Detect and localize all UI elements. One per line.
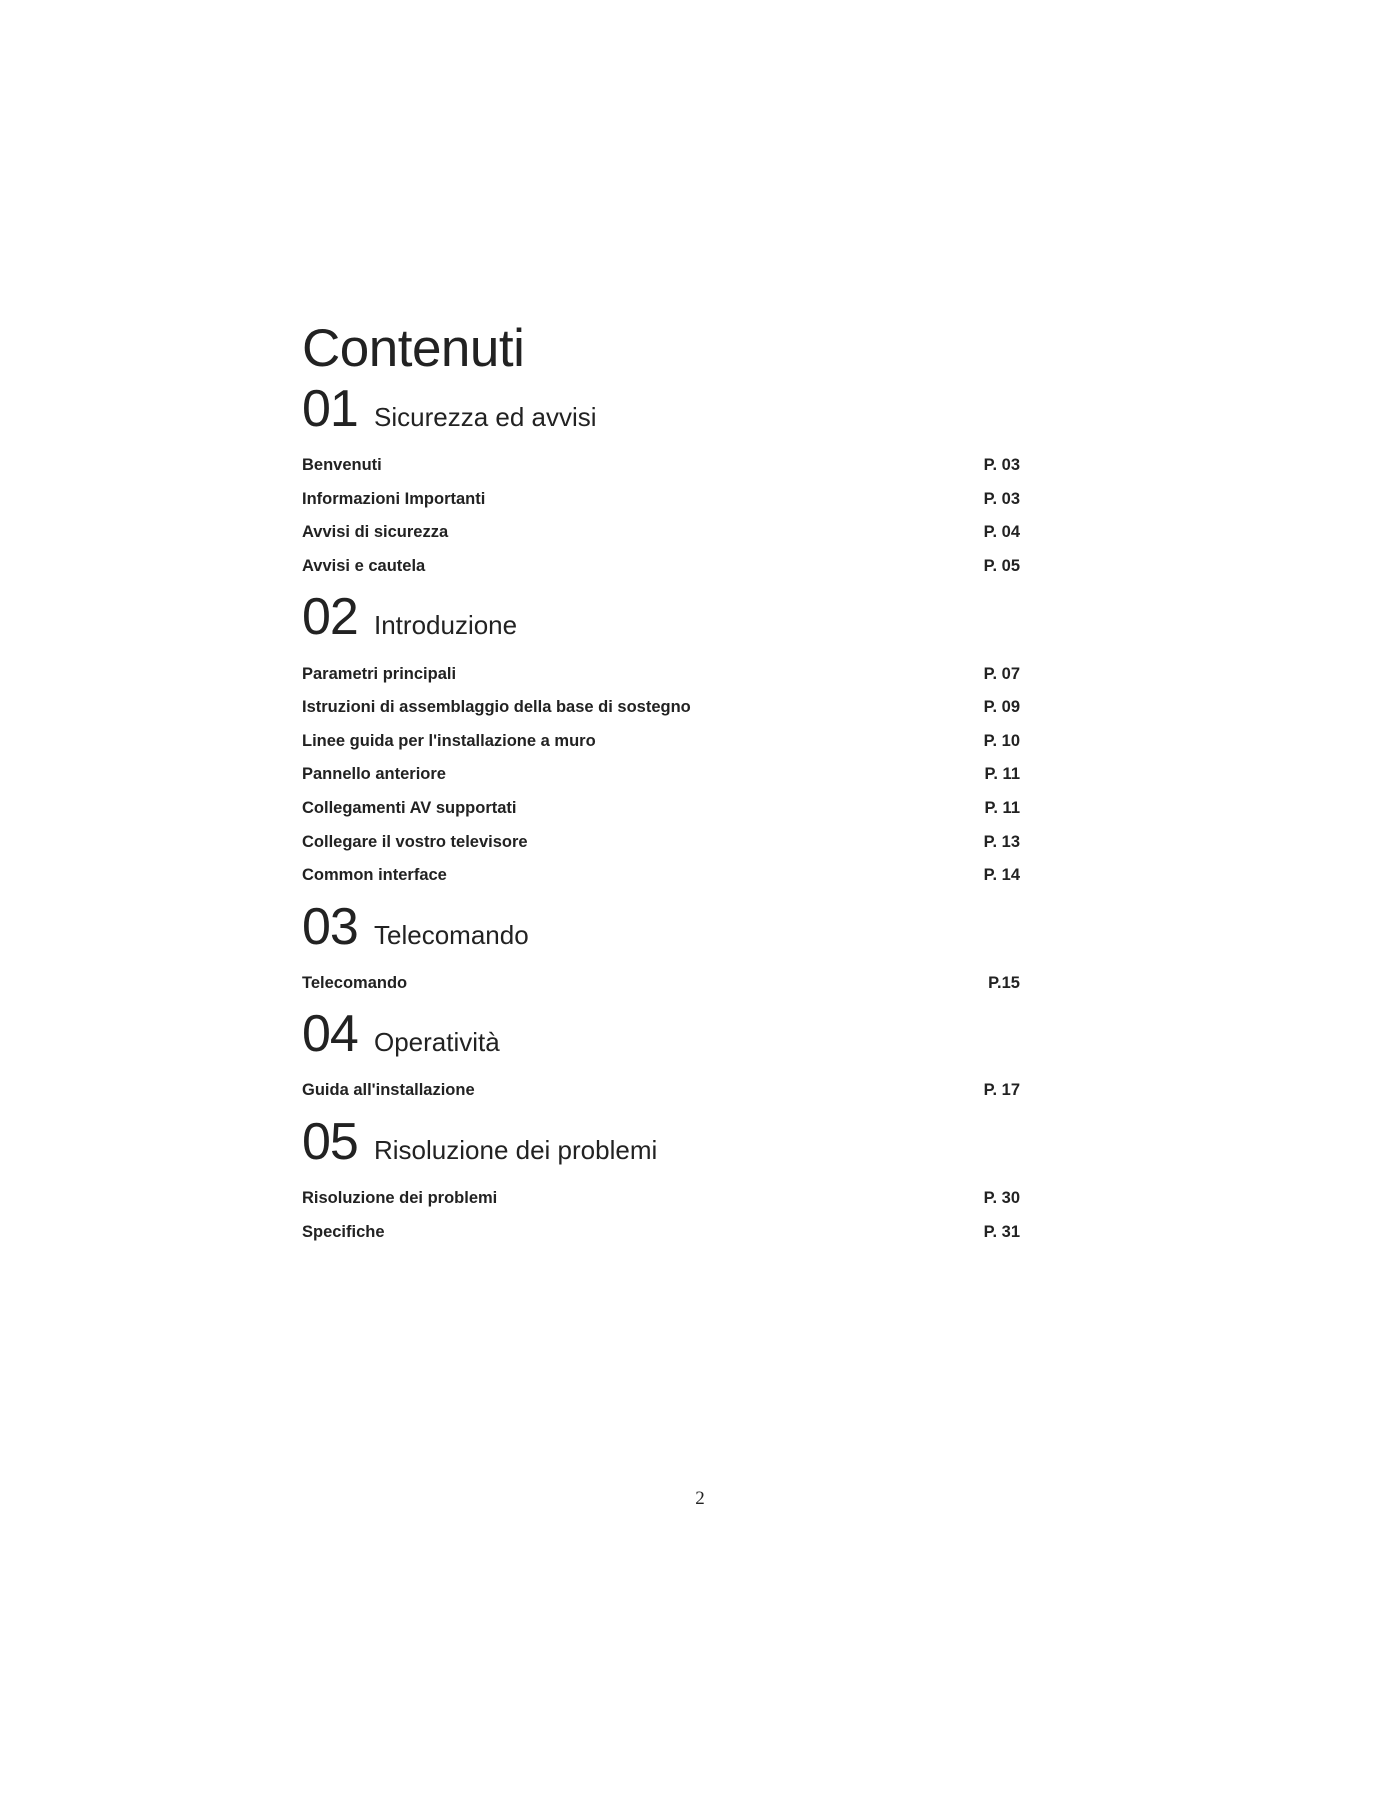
toc-section [302,588,1020,892]
toc-entry-label: Avvisi di sicurezza [302,523,449,542]
toc-entry-page: P. 03 [983,456,1020,475]
toc-entry [302,1074,1020,1108]
toc-entry-list [302,449,1020,583]
toc-entry-page: P. 05 [983,557,1020,576]
toc-entry-label: Parametri principali [302,664,457,683]
toc-entry-page: P. 10 [983,731,1020,750]
toc-entry-page: P. 03 [983,489,1020,508]
section-title: Sicurezza ed avvisi [374,402,597,432]
toc-entry [302,657,1020,691]
toc-entry-label: Collegamenti AV supportati [302,799,517,818]
toc-entry-label: Linee guida per l'installazione a muro [302,731,596,750]
section-title: Introduzione [374,610,518,641]
toc-entry [302,550,1020,584]
toc-entry [302,1215,1020,1249]
toc-entry [302,1182,1020,1216]
table-of-contents [302,319,1020,1249]
toc-entry-label: Avvisi e cautela [302,557,426,576]
toc-entry-page: P. 31 [983,1222,1020,1241]
section-title: Risoluzione dei problemi [374,1134,658,1165]
toc-entry [302,859,1020,893]
toc-entry-list [302,1182,1020,1249]
toc-entry [302,691,1020,725]
toc-entry [302,725,1020,759]
section-number: 01 [302,380,358,438]
toc-entry [302,967,1020,1001]
toc-entry-label: Istruzioni di assemblaggio della base di sostegno [302,698,691,717]
toc-entry-page: P. 17 [983,1081,1020,1100]
toc-section [302,1005,1020,1108]
section-heading [302,1005,1020,1074]
toc-entry-label: Specifiche [302,1222,385,1241]
toc-entry-page: P. 07 [983,664,1020,683]
toc-entry [302,825,1020,859]
toc-entry-page: P. 09 [983,698,1020,717]
toc-entry-label: Guida all'installazione [302,1081,475,1100]
toc-entry [302,792,1020,826]
toc-entry-label: Collegare il vostro televisore [302,832,528,851]
page-number: 2 [695,1488,705,1509]
section-title: Operatività [374,1027,500,1058]
toc-entry-list [302,967,1020,1001]
section-number: 02 [302,588,358,647]
toc-entry-list [302,1074,1020,1108]
toc-entry [302,516,1020,550]
toc-entry-label: Pannello anteriore [302,765,446,784]
toc-entry-label: Common interface [302,866,447,885]
section-number: 04 [302,1005,358,1064]
toc-entry-page: P.15 [988,973,1020,992]
toc-entry-label: Risoluzione dei problemi [302,1189,498,1208]
toc-entry-page: P. 30 [983,1189,1020,1208]
section-heading [302,588,1020,657]
section-number: 03 [302,897,358,956]
toc-entry-label: Informazioni Importanti [302,489,486,508]
toc-entry-page: P. 11 [984,765,1020,784]
toc-entry [302,483,1020,517]
toc-entry-page: P. 11 [984,799,1020,818]
toc-entry [302,449,1020,483]
section-number: 05 [302,1112,358,1171]
toc-entry-page: P. 04 [983,523,1020,542]
toc-entry-label: Benvenuti [302,456,382,475]
section-heading [302,380,1020,449]
toc-entry [302,758,1020,792]
page-title: Contenuti [302,319,525,378]
toc-section [302,897,1020,1001]
section-heading [302,897,1020,967]
toc-entry-list [302,657,1020,892]
toc-entry-page: P. 13 [983,832,1020,851]
toc-section [302,1112,1020,1249]
section-title: Telecomando [374,919,529,950]
toc-entry-page: P. 14 [983,866,1020,885]
toc-section [302,380,1020,583]
section-heading [302,1112,1020,1182]
toc-entry-label: Telecomando [302,973,408,992]
toc-sections [302,380,1020,1249]
